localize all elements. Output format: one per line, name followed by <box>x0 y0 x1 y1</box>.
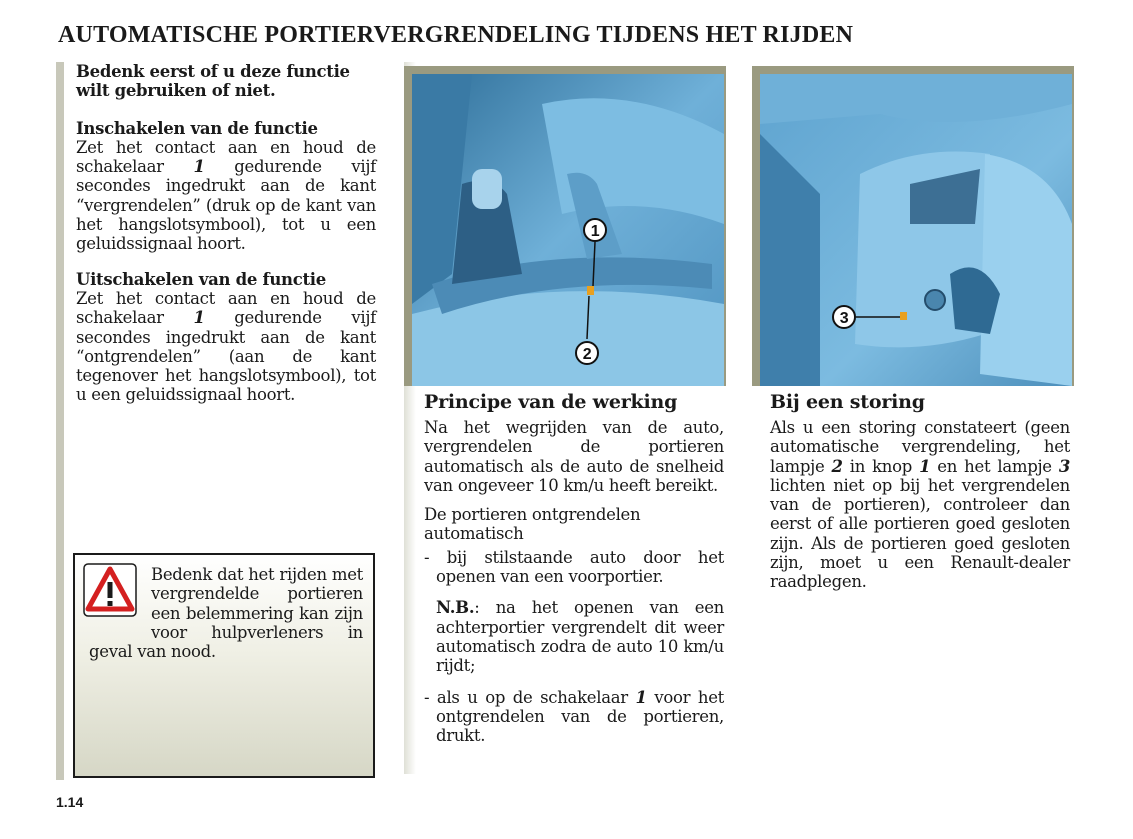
rear-console-image <box>760 74 1072 386</box>
callout-3: 3 <box>839 310 849 327</box>
rear-console-photo <box>752 66 1074 386</box>
warning-text: Bedenk dat het rijden met vergrendelde portieren een belemmering kan zijn voor hulpverleners in geval van nood. <box>89 565 363 662</box>
principle-bullet-1: - bij stilstaande auto door het openen van een voorportier. <box>424 547 724 587</box>
disable-text: Zet het contact aan en houd de schakelaar 1 gedurende vijf secondes ingedrukt aan de kant “ontgrendelen” (aan de kant tegenover het hangslotsymbool), tot u een geluidssignaal hoort. <box>76 288 376 405</box>
gearshift-image <box>412 74 724 386</box>
page-number: 1.14 <box>56 794 84 810</box>
principle-heading: Principe van de werking <box>424 391 678 413</box>
principle-p1: Na het wegrijden van de auto, vergrendelen de portieren automatisch als de auto de snelheid van ongeveer 10 km/u heeft bereikt. <box>424 418 724 495</box>
page-title: AUTOMATISCHE PORTIERVERGRENDELING TIJDENS HET RIJDEN <box>58 22 854 48</box>
principle-p2: De portieren ontgrendelen automatisch <box>424 505 641 544</box>
fault-heading: Bij een storing <box>770 391 925 413</box>
right-column <box>752 62 1074 774</box>
principle-section <box>424 390 724 757</box>
intro-text: Bedenk eerst of u deze functie wilt gebruiken of niet. <box>76 62 350 101</box>
enable-heading: Inschakelen van de functie <box>76 118 318 138</box>
callout-2: 2 <box>582 346 592 363</box>
principle-bullet-2: - als u op de schakelaar 1 voor het ontgrendelen van de portieren, drukt. <box>424 687 724 746</box>
gearshift-photo <box>404 66 726 386</box>
warning-box <box>73 553 375 778</box>
principle-nb: N.B.: na het openen van een achterportier vergrendelt dit weer automatisch zodra de auto 10 km/u rijdt; <box>436 598 724 676</box>
middle-column <box>404 62 726 774</box>
callout-1: 1 <box>590 223 600 240</box>
disable-heading: Uitschakelen van de functie <box>76 269 326 289</box>
enable-text: Zet het contact aan en houd de schakelaar 1 gedurende vijf secondes ingedrukt aan de kant “vergrendelen” (druk op de kant van het hangslotsymbool), tot u een geluidssignaal hoort. <box>76 137 376 254</box>
fault-section <box>770 390 1070 608</box>
switch-number: 1 <box>193 157 205 177</box>
fault-text: Als u een storing constateert (geen automatische vergrendeling, het lampje 2 in knop 1 en het lampje 3 lichten niet op bij het vergrendelen van de portieren), controleer dan eerst of alle portieren goed gesloten zijn. Als de portieren goed gesloten zijn, moet u een Renault-dealer raadplegen. <box>770 418 1070 592</box>
switch-number: 1 <box>193 308 205 328</box>
